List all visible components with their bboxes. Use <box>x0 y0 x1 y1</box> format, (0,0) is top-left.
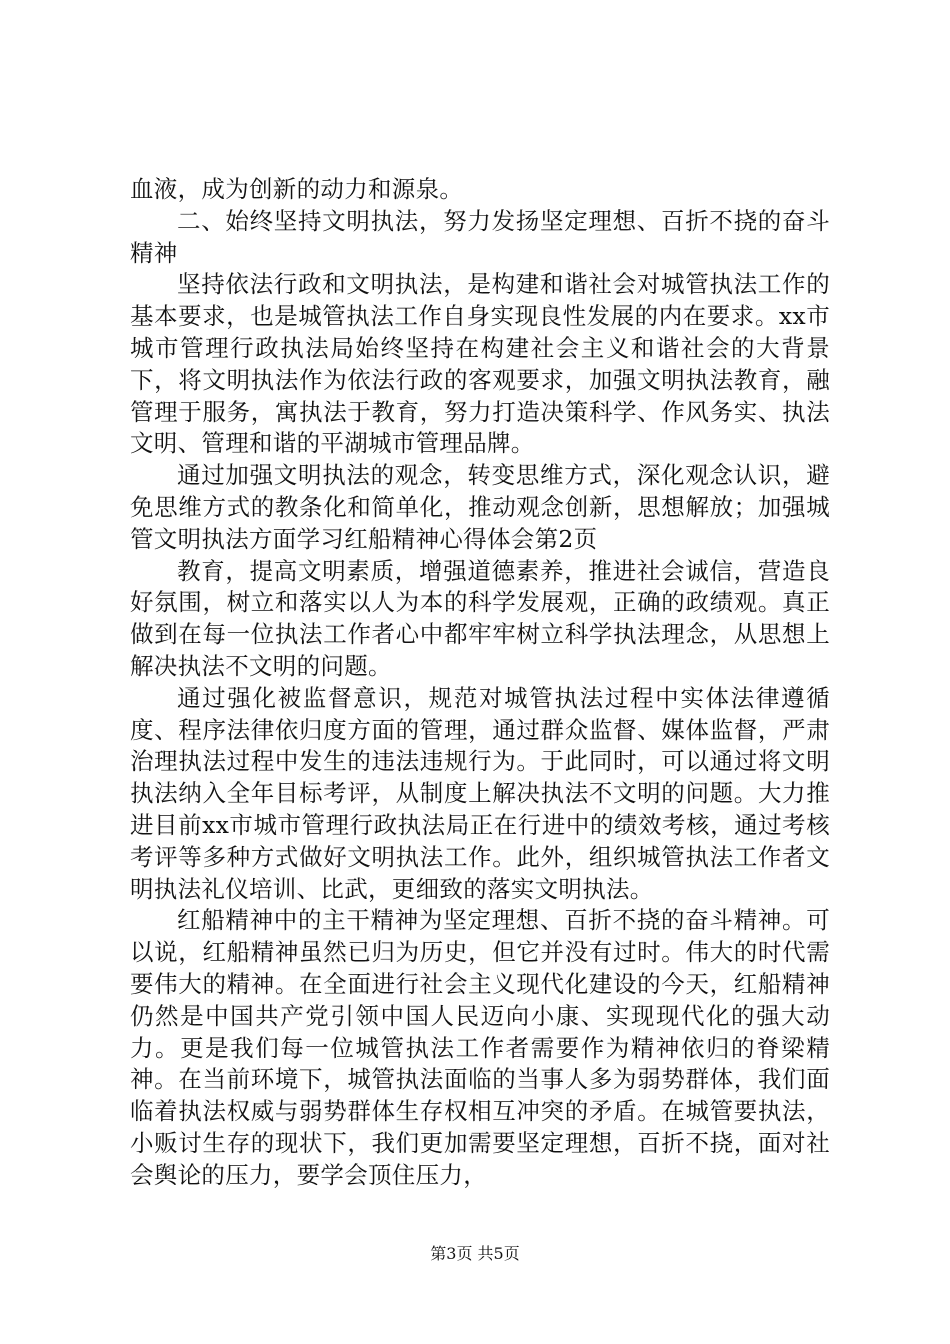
paragraph: 坚持依法行政和文明执法，是构建和谐社会对城管执法工作的基本要求，也是城管执法工作自身实现良性发展的内在要求。xx市城市管理行政执法局始终坚持在构建社会主义和谐社会的大背景下，将文明执法作为依法行政的客观要求，加强文明执法教育，融管理于服务，寓执法于教育，努力打造决策科学、作风务实、执法文明、管理和谐的平湖城市管理品牌。 <box>130 270 830 458</box>
paragraph: 通过加强文明执法的观念，转变思维方式，深化观念认识，避免思维方式的教条化和简单化，推动观念创新，思想解放；加强城管文明执法方面学习红船精神心得体会第2页 <box>130 461 830 553</box>
page-footer: 第3页 共5页 <box>430 1244 520 1263</box>
paragraph-continuation: 血液，成为创新的动力和源泉。 <box>130 175 464 203</box>
section-heading: 二、始终坚持文明执法，努力发扬坚定理想、百折不挠的奋斗精神 <box>130 206 830 267</box>
document-body <box>130 174 830 1192</box>
paragraph: 教育，提高文明素质，增强道德素养，推进社会诚信，营造良好氛围，树立和落实以人为本的科学发展观，正确的政绩观。真正做到在每一位执法工作者心中都牢牢树立科学执法理念，从思想上解决执法不文明的问题。 <box>130 556 830 680</box>
paragraph: 通过强化被监督意识，规范对城管执法过程中实体法律遵循度、程序法律依归度方面的管理，通过群众监督、媒体监督，严肃治理执法过程中发生的违法违规行为。于此同时，可以通过将文明执法纳入全年目标考评，从制度上解决执法不文明的问题。大力推进目前xx市城市管理行政执法局正在行进中的绩效考核，通过考核考评等多种方式做好文明执法工作。此外，组织城管执法工作者文明执法礼仪培训、比武，更细致的落实文明执法。 <box>130 683 830 903</box>
paragraph: 红船精神中的主干精神为坚定理想、百折不挠的奋斗精神。可以说，红船精神虽然已归为历史，但它并没有过时。伟大的时代需要伟大的精神。在全面进行社会主义现代化建设的今天，红船精神仍然是中国共产党引领中国人民迈向小康、实现现代化的强大动力。更是我们每一位城管执法工作者需要作为精神依归的脊梁精神。在当前环境下，城管执法面临的当事人多为弱势群体，我们面临着执法权威与弱势群体生存权相互冲突的矛盾。在城管要执法，小贩讨生存的现状下，我们更加需要坚定理想，百折不挠，面对社会舆论的压力，要学会顶住压力， <box>130 906 830 1189</box>
